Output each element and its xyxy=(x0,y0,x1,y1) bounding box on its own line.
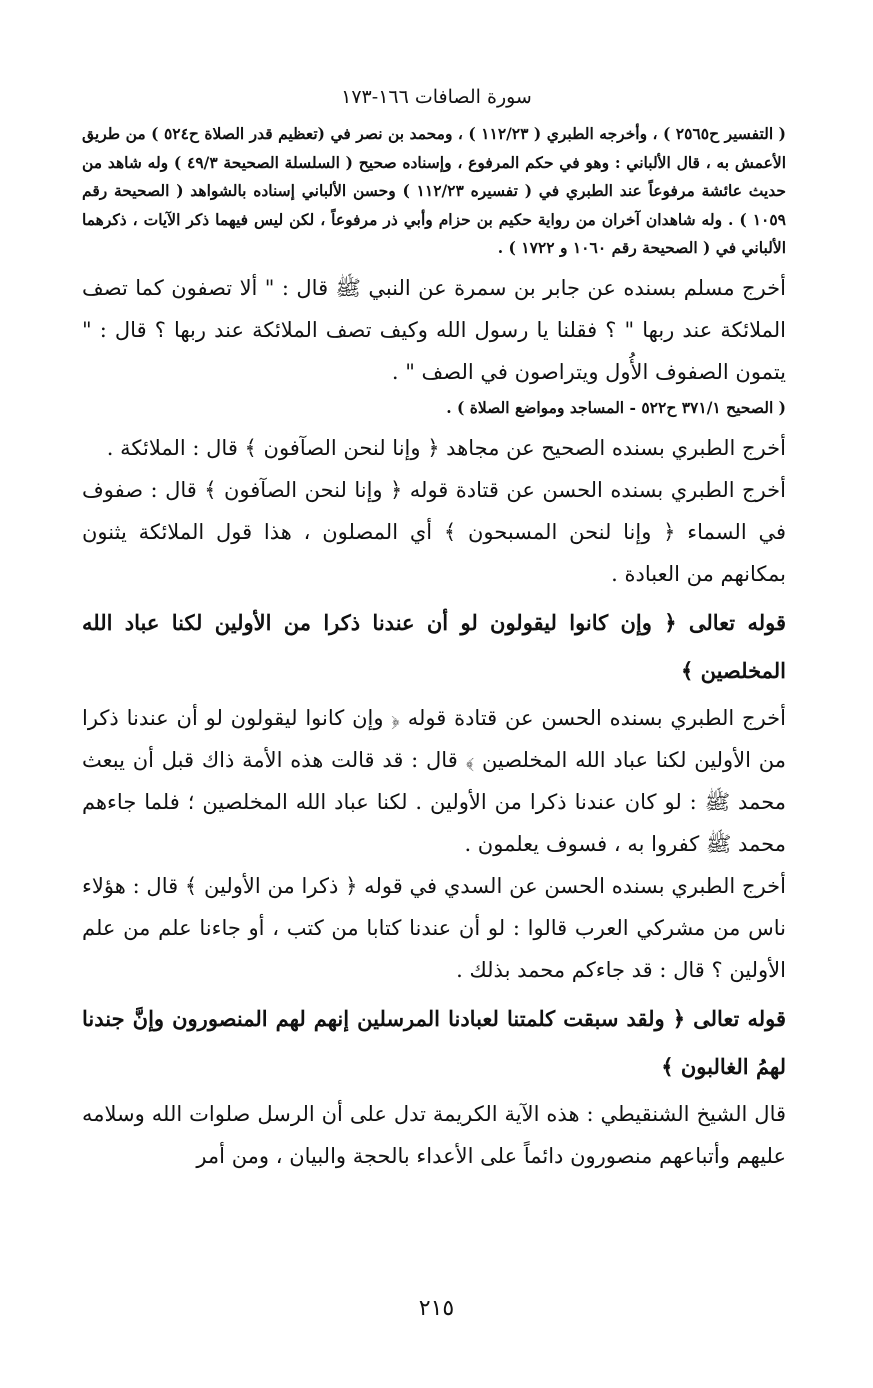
footnote-continuation: ( التفسير ح٢٥٦٥ ) ، وأخرجه الطبري ( ١١٢/٢٣ ) ، ومحمد بن نصر في (تعظيم قدر الصلاة ح٥٢٤ ) من طريق الأعمش به ، قال الألباني : وهو في حكم المرفوع ، وإسناده صحيح ( السلسلة الصحيحة ٤٩/٣ ) وله شاهد من حديث عائشة مرفوعاً عند الطبري في ( تفسيره ١١٢/٢٣ ) وحسن الألباني إسناده بالشواهد ( الصحيحة رقم ١٠٥٩ ) . وله شاهدان آخران من رواية حكيم بن حزام وأبي ذر مرفوعاً ، لكن ليس فيهما ذكر الآيات ، ذكرهما الألباني في ( الصحيحة رقم ١٠٦٠ و ١٧٢٢ ) . xyxy=(82,124,786,257)
narration-paragraph: أخرج الطبري بسنده الحسن عن السدي في قوله ﴿ ذكرا من الأولين ﴾ قال : هؤلاء ناس من مشركي العرب قالوا : لو أن عندنا كتابا من كتب ، أو جاءنا علم من علم الأولين ؟ قال : قد جاءكم محمد بذلك . xyxy=(82,873,786,982)
running-header: سورة الصافات ١٦٦-١٧٣ xyxy=(341,86,532,108)
narration-paragraph: أخرج الطبري بسنده الحسن عن قتادة قوله ﴿ وإن كانوا ليقولون لو أن عندنا ذكرا من الأولين لكنا عباد الله المخلصين ﴾ قال : قد قالت هذه الأمة ذاك قبل أن يبعث محمد ﷺ : لو كان عندنا ذكرا من الأولين . لكنا عباد الله المخلصين ؛ فلما جاءهم محمد ﷺ كفروا به ، فسوف يعلمون . xyxy=(82,705,786,856)
narration-paragraph: أخرج الطبري بسنده الصحيح عن مجاهد ﴿ وإنا لنحن الصآفون ﴾ قال : الملائكة . xyxy=(106,435,786,460)
page-number: ٢١٥ xyxy=(418,1296,455,1321)
source-reference: ( الصحيح ٣٧١/١ ح٥٢٢ - المساجد ومواضع الصلاة ) . xyxy=(446,397,786,417)
narration-paragraph: أخرج الطبري بسنده الحسن عن قتادة قوله ﴿ وإنا لنحن الصآفون ﴾ قال : صفوف في السماء ﴿ وإنا لنحن المسبحون ﴾ أي المصلون ، هذا قول الملائكة يثنون بمكانهم من العبادة . xyxy=(82,477,786,586)
verse-heading: قوله تعالى ﴿ وإن كانوا ليقولون لو أن عندنا ذكرا من الأولين لكنا عباد الله المخلصين ﴾ xyxy=(82,609,786,683)
verse-heading: قوله تعالى ﴿ ولقد سبقت كلمتنا لعبادنا المرسلين إنهم لهم المنصورون وإنَّ جندنا لهمُ الغالبون ﴾ xyxy=(82,1005,786,1079)
page-body xyxy=(82,120,786,1177)
hadith-paragraph: أخرج مسلم بسنده عن جابر بن سمرة عن النبي ﷺ قال : " ألا تصفون كما تصف الملائكة عند ربها " ؟ فقلنا يا رسول الله وكيف تصف الملائكة عند ربها ؟ قال : " يتمون الصفوف الأُول ويتراصون في الصف " . xyxy=(82,275,786,384)
commentary-paragraph: قال الشيخ الشنقيطي : هذه الآية الكريمة تدل على أن الرسل صلوات الله وسلامه عليهم وأتباعهم منصورون دائماً على الأعداء بالحجة والبيان ، ومن أمر xyxy=(82,1101,786,1168)
